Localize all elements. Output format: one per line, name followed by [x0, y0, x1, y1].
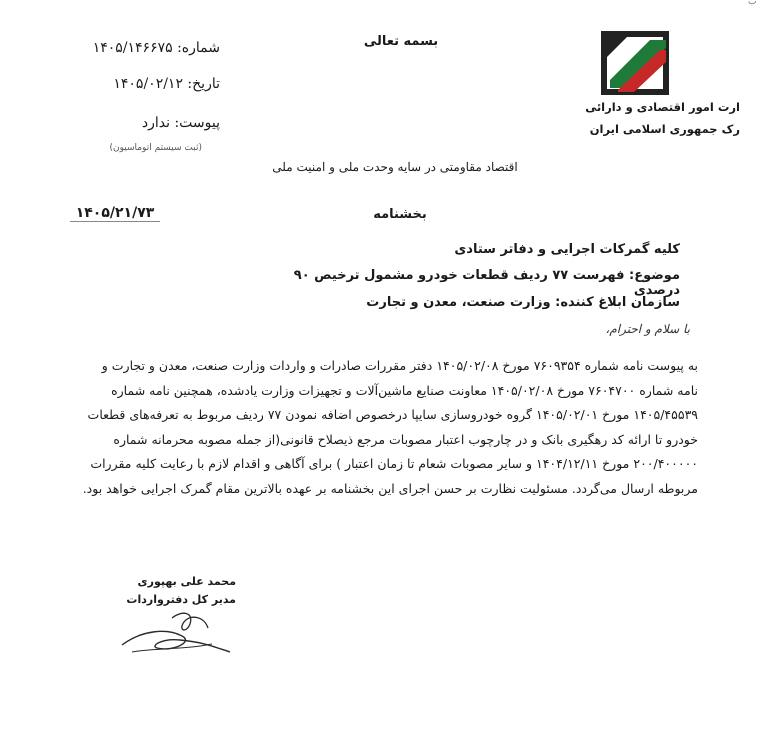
signatory-title: مدیر کل دفترواردات	[126, 593, 236, 606]
body-line: خودرو تا ارائه کد رهگیری بانک و در چارچوب اعتبار مصوبات مرجع ذیصلاح قانونی(از جمله مصوبه محرمانه شماره	[113, 431, 698, 447]
date-label: تاریخ:	[187, 76, 220, 92]
document-type: بخشنامه	[373, 207, 427, 222]
issuer-line: سازمان ابلاغ کننده: وزارت صنعت، معدن و تجارت	[366, 295, 680, 310]
signatory-name: محمد علی بهپوری	[137, 575, 236, 588]
signature-scribble-icon	[112, 600, 242, 660]
number-label: شماره:	[177, 40, 220, 56]
bismillah-heading: بسمه تعالی	[363, 34, 439, 49]
body-line: مربوطه ارسال می‌گردد. مسئولیت نظارت بر حسن اجرای این بخشنامه بر عهده بالاترین مقام گمرک اجرایی خواهد بود.	[82, 480, 698, 496]
body-paragraph	[64, 354, 698, 501]
ministry-name-line1: ارت امور اقتصادی و دارائی	[585, 100, 740, 114]
attachment-label: پیوست:	[174, 115, 220, 131]
circular-reference-number: ۱۴۰۵/۲۱/۷۳	[70, 205, 160, 222]
handwritten-signature	[112, 600, 242, 660]
body-line: ۲۰۰/۴۰۰۰۰۰ مورخ ۱۴۰۴/۱۲/۱۱ و سایر مصوبات شعام تا زمان اعتبار ) برای آگاهی و اقدام لازم با رعایت کلیه مقررات	[90, 456, 698, 471]
body-line: نامه شماره ۷۶۰۴۷۰۰ مورخ ۱۴۰۵/۰۲/۰۸ معاونت صنایع ماشین‌آلات و تجهیزات وزارت یادشده، همچنین نامه شماره	[111, 382, 698, 398]
body-line: ۱۴۰۵/۴۵۵۳۹ مورخ ۱۴۰۵/۰۲/۰۱ گروه خودروسازی سایپا درخصوص اضافه نمودن ۷۷ ردیف مربوط به تعرفه‌های قطعات	[87, 407, 698, 422]
slogan: اقتصاد مقاومتی در سایه وحدت ملی و امنیت ملی	[272, 160, 518, 174]
customs-logo	[600, 30, 670, 96]
number-value: ۱۴۰۵/۱۴۶۶۷۵	[92, 40, 173, 56]
corner-mark: ب	[748, 0, 757, 7]
attachment-row	[60, 115, 220, 131]
customs-emblem-icon	[600, 30, 670, 96]
letter-date-row	[60, 76, 220, 92]
ministry-name-line2: رک جمهوری اسلامی ایران	[589, 122, 740, 136]
greeting: با سلام و احترام،	[605, 322, 690, 336]
automation-note: (ثبت سیستم اتوماسیون)	[109, 143, 202, 153]
attachment-value: ندارد	[141, 115, 170, 131]
recipient-line: کلیه گمرکات اجرایی و دفاتر ستادی	[454, 242, 680, 257]
subject-line: موضوع: فهرست ۷۷ ردیف قطعات خودرو مشمول ترخیص ۹۰ درصدی	[293, 268, 680, 298]
date-value: ۱۴۰۵/۰۲/۱۲	[113, 76, 183, 92]
body-line: به پیوست نامه شماره ۷۶۰۹۳۵۴ مورخ ۱۴۰۵/۰۲/۰۸ دفتر مقررات صادرات و واردات وزارت صنعت، معدن و تجارت و	[101, 358, 698, 373]
letter-number-row	[60, 40, 220, 56]
